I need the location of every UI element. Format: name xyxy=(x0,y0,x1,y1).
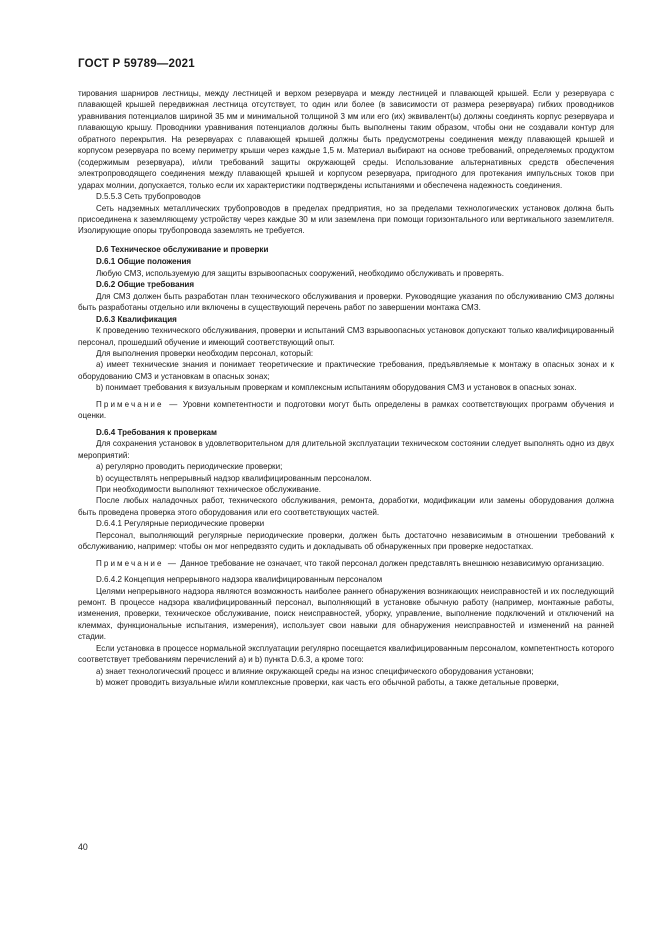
subsection-heading: D.6.4.2 Концепция непрерывного надзора квалифицированным персоналом xyxy=(96,575,383,585)
paragraph: Персонал, выполняющий регулярные периодические проверки, должен быть достаточно независимым в отношении требований к обслуживанию, например: чтобы он мог непредвзято судить и докладывать об обнаруженных при проверке недостатках. xyxy=(78,530,614,552)
document-header: ГОСТ Р 59789—2021 xyxy=(78,58,195,70)
list-item: a) регулярно проводить периодические проверки; xyxy=(96,462,283,472)
note-text: Уровни компетентности и подготовки могут быть определены в рамках соответствующих программ обучения и оценки. xyxy=(78,399,614,421)
document-body xyxy=(78,88,614,689)
paragraph: Для сохранения установок в удовлетворительном для длительной эксплуатации техническом состоянии следует выполнять одно из двух мероприятий: xyxy=(78,439,614,460)
subsection-heading: D.6.3 Квалификация xyxy=(96,314,177,324)
subsection-heading: D.6.4.1 Регулярные периодические проверки xyxy=(96,519,265,529)
list-item: b) понимает требования к визуальным проверкам и комплексным испытаниям оборудования СМЗ и установок в опасных зонах. xyxy=(96,383,577,393)
paragraph: тирования шарниров лестницы, между лестницей и верхом резервуара и между лестницей и плавающей крышей. Если у резервуара с плавающей крышей передвижная лестница отсутствует, то один или более (в зависимости от размера резервуара) гибких проводников уравнивания потенциалов шириной 35 мм и минимальной толщиной 3 мм или его (их) эквивалент(ы) должны соединять корпус резервуара и плавающую крышу. Проводники уравнивания потенциалов должны быть выполнены таким образом, чтобы они не создавали контур для обратного перекрытия. На резервуарах с плавающей крышей должны быть предусмотрены соединения между плавающей крышей и корпусом резервуара по всему периметру крыши через каждые 1,5 м. Материал выбирают на основе требований, определяемых продуктом (содержимым резервуара), и/или требований защиты окружающей среды. Использование альтернативных средств обеспечения электропроводящего соединения между плавающей крышей и корпусом резервуара, пригодного для протекания импульсных токов при ударах молнии, допускается, только если их характеристики подтверждены испытаниями и обеспечена надежность соединения. xyxy=(78,89,614,190)
section-heading: D.6 Техническое обслуживание и проверки xyxy=(96,244,269,254)
paragraph: Если установка в процессе нормальной эксплуатации регулярно посещается квалифицированным персоналом, компетентность которого соответствует требованиям перечислений a) и b) пункта D.6.3, а кроме того: xyxy=(78,643,614,665)
paragraph: Для выполнения проверки необходим персонал, который: xyxy=(96,348,314,358)
page-number: 40 xyxy=(78,842,88,852)
paragraph: Для СМЗ должен быть разработан план технического обслуживания и проверки. Руководящие указания по обслуживанию СМЗ должны быть разработаны отдельно или включены в существующий перечень работ по завершении монтажа СМЗ. xyxy=(78,291,614,313)
list-item: a) знает технологический процесс и влияние окружающей среды на износ специфического оборудования установки; xyxy=(96,666,534,676)
paragraph: К проведению технического обслуживания, проверки и испытаний СМЗ взрывоопасных установок допускают только квалифицированный персонал, прошедший обучение и имеющий соответствующий опыт. xyxy=(78,326,614,347)
note-label: Примечание — xyxy=(96,558,179,568)
subsection-heading: D.6.1 Общие положения xyxy=(96,257,192,267)
list-item: b) осуществлять непрерывный надзор квалифицированным персоналом. xyxy=(96,473,372,483)
list-item: a) имеет технические знания и понимает теоретические и практические требования, предъявляемые к монтажу в опасных зонах и к оборудованию СМЗ и установкам в опасных зонах; xyxy=(78,360,614,381)
document-page xyxy=(78,58,614,858)
subsection-heading: D.6.4 Требования к проверкам xyxy=(96,427,217,437)
paragraph: Сеть надземных металлических трубопроводов в пределах предприятия, но за пределами технологических установок должна быть присоединена к заземляющему устройству через каждые 30 м или заземлена при помощи горизонтального или вертикального заземлителя. Изолирующие опоры трубопровода заземлять не требуется. xyxy=(78,203,614,236)
subsection-heading: D.6.2 Общие требования xyxy=(96,280,195,290)
paragraph: Целями непрерывного надзора являются возможность наиболее раннего обнаружения возникающих неисправностей и их последующий ремонт. В процессе надзора квалифицированный персонал, выполняющий в установке обычную работу (например, монтажные работы, изменения, проверки, техническое обслуживание, поиск неисправностей, уборку, управление, выполнение подключений и отключений на клеммах, функциональные испытания, измерения), использует свои навыки для обнаружения неисправностей и изменений на ранней стадии. xyxy=(78,586,614,642)
paragraph: При необходимости выполняют техническое обслуживание. xyxy=(96,484,321,494)
list-item: b) может проводить визуальные и/или комплексные проверки, как часть его обычной работы, а также детальные проверки, xyxy=(96,678,559,688)
note-text: Данное требование не означает, что такой персонал должен представлять внешнюю независимую организацию. xyxy=(180,558,605,568)
note xyxy=(78,558,614,569)
note-label: Примечание — xyxy=(96,399,180,409)
note xyxy=(78,399,614,422)
subsection-heading: D.5.5.3 Сеть трубопроводов xyxy=(96,192,201,202)
paragraph: После любых наладочных работ, технического обслуживания, ремонта, доработки, модификации или замены оборудования должна быть проведена проверка этого оборудования или его соответствующих частей. xyxy=(78,496,614,517)
paragraph: Любую СМЗ, используемую для защиты взрывоопасных сооружений, необходимо обслуживать и проверять. xyxy=(96,268,504,278)
